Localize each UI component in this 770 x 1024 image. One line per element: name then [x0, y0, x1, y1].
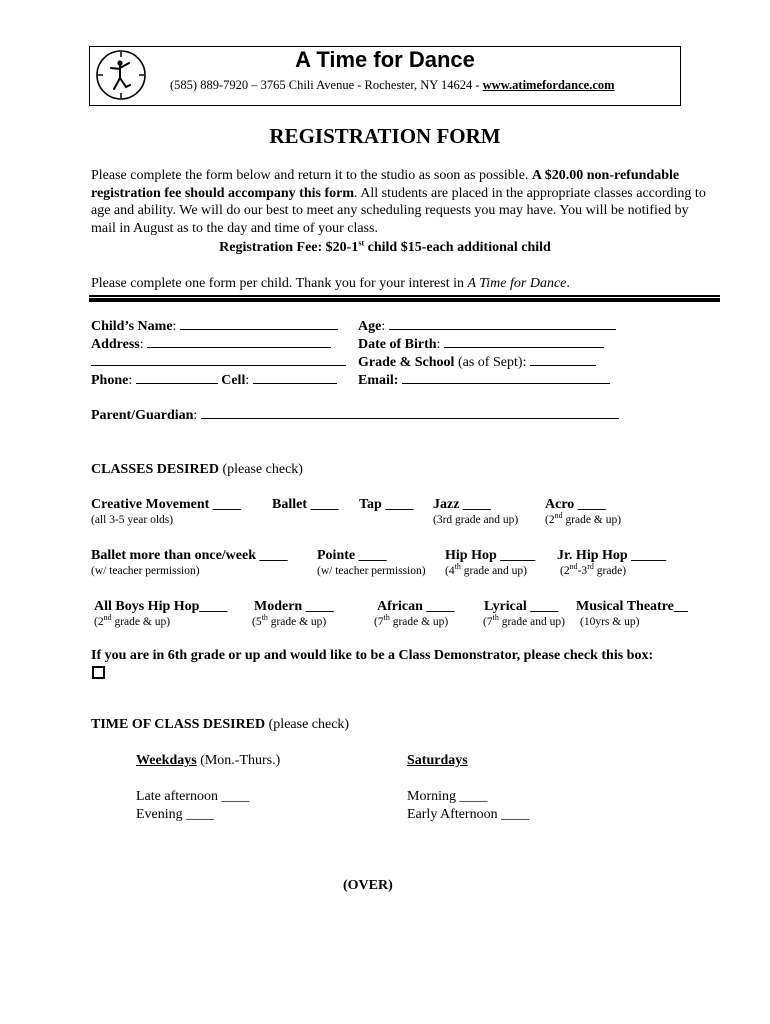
ballet-more-note: (w/ teacher permission): [91, 565, 200, 577]
creative-movement-note: (all 3-5 year olds): [91, 514, 174, 526]
evening-option[interactable]: Evening ____: [136, 807, 215, 822]
website-link[interactable]: www.atimefordance.com: [482, 78, 615, 92]
african-option[interactable]: African ____: [377, 599, 455, 614]
divider-thick: [89, 298, 720, 302]
jazz-option[interactable]: Jazz ____: [433, 497, 491, 512]
tap-option[interactable]: Tap ____: [359, 497, 414, 512]
musical-theatre-note: (10yrs & up): [580, 616, 640, 628]
registration-fee: Registration Fee: $20-1st child $15-each additional child: [219, 238, 551, 255]
lyrical-option[interactable]: Lyrical ____: [484, 599, 559, 614]
dob-field[interactable]: Date of Birth:: [358, 336, 604, 353]
acro-note: (2nd grade & up): [545, 511, 622, 526]
grade-school-field[interactable]: Grade & School (as of Sept):: [358, 354, 596, 371]
late-afternoon-option[interactable]: Late afternoon ____: [136, 789, 250, 804]
african-note: (7th grade & up): [374, 613, 449, 628]
contact-line: (585) 889-7920 – 3765 Chili Avenue - Rochester, NY 14624 - www.atimefordance.com: [170, 78, 615, 92]
all-boys-note: (2nd grade & up): [94, 613, 171, 628]
jazz-note: (3rd grade and up): [433, 514, 519, 526]
ballet-more-option[interactable]: Ballet more than once/week ____: [91, 548, 288, 563]
saturdays-heading: Saturdays: [407, 753, 468, 768]
creative-movement-option[interactable]: Creative Movement ____: [91, 497, 241, 512]
ballet-option[interactable]: Ballet ____: [272, 497, 339, 512]
studio-title: A Time for Dance: [295, 47, 475, 72]
parent-guardian-field[interactable]: Parent/Guardian:: [91, 407, 619, 424]
form-title: REGISTRATION FORM: [269, 124, 501, 148]
modern-option[interactable]: Modern ____: [254, 599, 334, 614]
address-field[interactable]: Address:: [91, 336, 331, 353]
lyrical-note: (7th grade and up): [483, 613, 565, 628]
classes-heading: CLASSES DESIRED (please check): [91, 462, 303, 477]
over-note: (OVER): [343, 878, 393, 893]
email-field[interactable]: Email:: [358, 372, 610, 389]
intro-paragraph: Please complete the form below and return it to the studio as soon as possible. A $20.00 non-refundable registration fee should accompany this form. All students are placed in the appropriate classes according to age and ability. We will do our best to meet any scheduling requests you may have. You will be notified by mail in August as to the day and time of your class.: [91, 168, 706, 236]
hip-hop-option[interactable]: Hip Hop _____: [445, 548, 536, 563]
jr-hip-hop-option[interactable]: Jr. Hip Hop _____: [557, 548, 667, 563]
pointe-note: (w/ teacher permission): [317, 565, 426, 577]
divider-thin: [89, 295, 720, 297]
all-boys-hip-hop-option[interactable]: All Boys Hip Hop____: [94, 599, 228, 614]
early-afternoon-option[interactable]: Early Afternoon ____: [407, 807, 530, 822]
demonstrator-prompt: If you are in 6th grade or up and would like to be a Class Demonstrator, please check this box:: [91, 648, 654, 663]
modern-note: (5th grade & up): [252, 613, 327, 628]
morning-option[interactable]: Morning ____: [407, 789, 488, 804]
hip-hop-note: (4th grade and up): [445, 562, 527, 577]
musical-theatre-option[interactable]: Musical Theatre__: [576, 599, 688, 614]
weekdays-heading: Weekdays (Mon.-Thurs.): [136, 753, 281, 768]
acro-option[interactable]: Acro ____: [545, 497, 606, 512]
time-heading: TIME OF CLASS DESIRED (please check): [91, 717, 350, 732]
jr-hip-hop-note: (2nd-3rd grade): [560, 562, 627, 577]
age-field[interactable]: Age:: [358, 318, 616, 335]
phone-field[interactable]: Phone: Cell:: [91, 372, 337, 389]
demonstrator-checkbox[interactable]: [92, 666, 105, 679]
pointe-option[interactable]: Pointe ____: [317, 548, 387, 563]
address-line-2[interactable]: [91, 354, 346, 371]
cell-label: Cell: [221, 373, 246, 388]
child-name-field[interactable]: Child’s Name:: [91, 318, 338, 335]
thanks-note: Please complete one form per child. Thank you for your interest in A Time for Dance.: [91, 276, 570, 291]
